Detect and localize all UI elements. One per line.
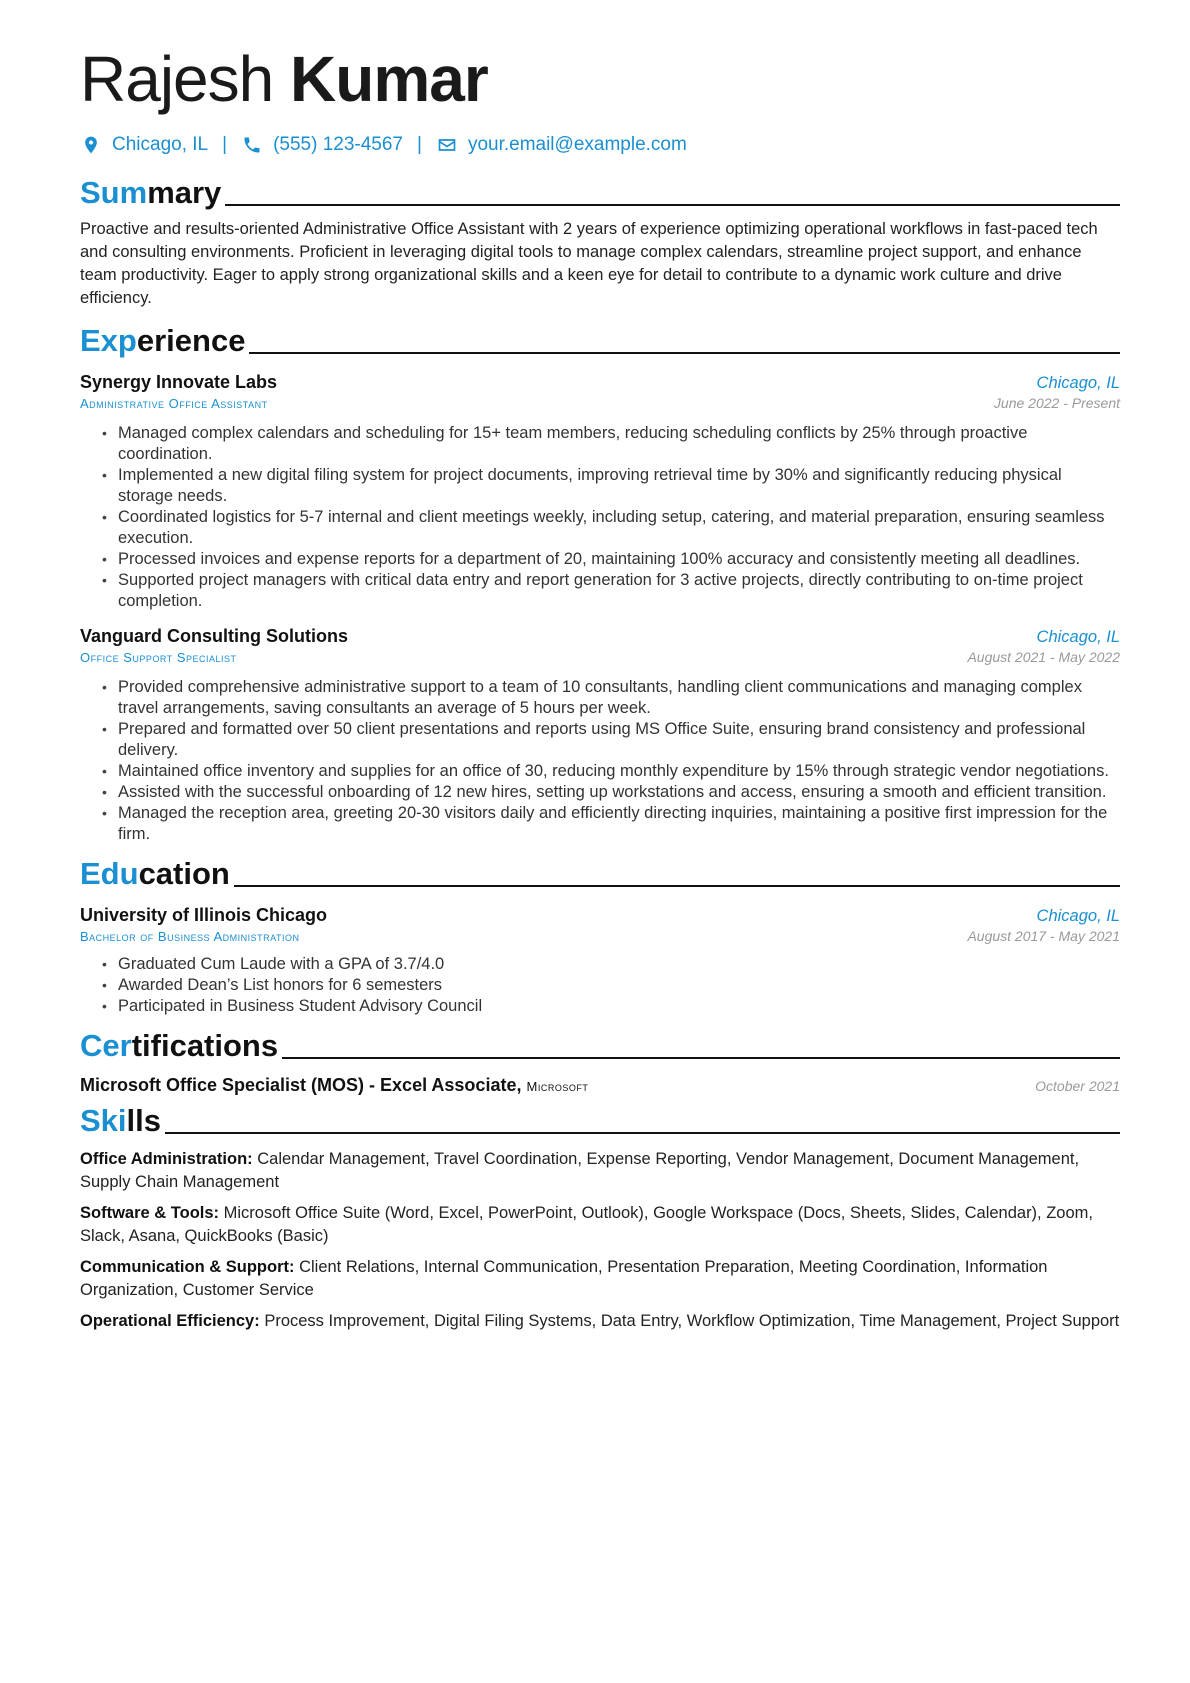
last-name: Kumar <box>290 43 488 115</box>
list-item: • Graduated Cum Laude with a GPA of 3.7/4.0 <box>118 954 1120 975</box>
list-item: • Participated in Business Student Advisory Council <box>118 996 1120 1017</box>
school-location: Chicago, IL <box>1036 907 1120 925</box>
job-title: Administrative Office Assistant <box>80 396 268 411</box>
candidate-name <box>80 40 1120 118</box>
skill-items: Process Improvement, Digital Filing Systems, Data Entry, Workflow Optimization, Time Management, Project Support <box>264 1312 1120 1330</box>
section-title: Education <box>80 856 230 891</box>
list-item: • Managed complex calendars and scheduling for 15+ team members, reducing scheduling conflicts by 25% through proactive coordination. <box>118 423 1120 465</box>
section-title: Experience <box>80 323 246 358</box>
company-name: Vanguard Consulting Solutions <box>80 626 348 646</box>
contact-bar <box>80 130 1120 160</box>
section-rule <box>282 1057 1120 1059</box>
job-location: Chicago, IL <box>1036 374 1120 392</box>
summary-heading <box>80 174 1120 212</box>
section-title: Certifications <box>80 1028 279 1063</box>
certification-issuer: Microsoft <box>526 1079 589 1094</box>
achievement-list <box>80 423 1120 612</box>
certification-date: October 2021 <box>1035 1078 1120 1094</box>
list-item: • Maintained office inventory and supplies for an office of 30, reducing monthly expenditure by 15% through strategic vendor negotiations. <box>118 761 1120 782</box>
list-item: • Awarded Dean’s List honors for 6 semesters <box>118 975 1120 996</box>
skills-heading <box>80 1102 1120 1140</box>
skill-category: Office Administration: <box>80 1150 253 1168</box>
skill-group <box>80 1310 1120 1333</box>
location-text: Chicago, IL <box>112 134 209 155</box>
skill-category: Operational Efficiency: <box>80 1312 260 1330</box>
list-item: • Prepared and formatted over 50 client presentations and reports using MS Office Suite, ensuring brand consistency and professional delivery. <box>118 719 1120 761</box>
job-dates: June 2022 - Present <box>993 395 1120 411</box>
school-dates: August 2017 - May 2021 <box>967 928 1120 944</box>
experience-entry <box>80 626 1120 845</box>
certifications-heading <box>80 1027 1120 1065</box>
certification-item: Microsoft Office Specialist (MOS) - Excel Associate, Microsoft October 2021 <box>80 1075 1120 1095</box>
job-dates: August 2021 - May 2022 <box>967 649 1120 665</box>
envelope-icon <box>436 134 458 156</box>
first-name: Rajesh <box>80 43 274 115</box>
section-title: Summary <box>80 175 222 210</box>
list-item: • Implemented a new digital filing system for project documents, improving retrieval time by 30% and significantly reducing physical storage needs. <box>118 465 1120 507</box>
list-item: • Provided comprehensive administrative support to a team of 10 consultants, handling client communications and managing complex travel arrangements, saving consultants an average of 5 hours per week. <box>118 677 1120 719</box>
summary-text: Proactive and results-oriented Administrative Office Assistant with 2 years of experience optimizing operational workflows in fast-paced tech and consulting environments. Proficient in leveraging digital tools to manage complex calendars, streamline project support, and enhance team productivity. Eager to apply strong organizational skills and a keen eye for detail to contribute to a dynamic work culture and drive efficiency. <box>80 220 1098 307</box>
phone-text[interactable]: (555) 123-4567 <box>273 134 403 155</box>
list-item: • Managed the reception area, greeting 20-30 visitors daily and efficiently directing inquiries, maintaining a positive first impression for the firm. <box>118 803 1120 845</box>
section-rule <box>225 204 1120 206</box>
education-heading <box>80 855 1120 893</box>
skill-category: Communication & Support: <box>80 1258 295 1276</box>
experience-heading <box>80 322 1120 360</box>
contact-separator: | <box>222 134 228 155</box>
skill-items: Microsoft Office Suite (Word, Excel, PowerPoint, Outlook), Google Workspace (Docs, Sheets, Slides, Calendar), Zoom, Slack, Asana, QuickBooks (Basic) <box>80 1204 1093 1245</box>
list-item: • Supported project managers with critical data entry and report generation for 3 active projects, directly contributing to on-time project completion. <box>118 570 1120 612</box>
education-entry <box>80 905 1120 1017</box>
section-rule <box>249 352 1120 354</box>
resume-page <box>80 40 1120 1333</box>
list-item: • Assisted with the successful onboarding of 12 new hires, setting up workstations and access, ensuring a smooth and efficient transition. <box>118 782 1120 803</box>
skill-category: Software & Tools: <box>80 1204 220 1222</box>
section-rule <box>165 1132 1120 1134</box>
achievement-list <box>80 677 1120 845</box>
skill-group <box>80 1256 1120 1302</box>
skill-group <box>80 1202 1120 1248</box>
experience-entry <box>80 372 1120 612</box>
degree-name: Bachelor of Business Administration <box>80 929 300 944</box>
section-title: Skills <box>80 1103 161 1138</box>
contact-separator: | <box>417 134 422 155</box>
company-name: Synergy Innovate Labs <box>80 372 278 392</box>
school-name: University of Illinois Chicago <box>80 905 328 925</box>
list-item: • Processed invoices and expense reports for a department of 20, maintaining 100% accuracy and consistently meeting all deadlines. <box>118 549 1120 570</box>
map-pin-icon <box>80 134 102 156</box>
education-list <box>80 954 1120 1017</box>
job-title: Office Support Specialist <box>80 650 237 665</box>
skill-items: Calendar Management, Travel Coordination, Expense Reporting, Vendor Management, Document Management, Supply Chain Management <box>80 1150 1080 1191</box>
email-link[interactable]: your.email@example.com <box>467 134 687 155</box>
list-item: • Coordinated logistics for 5-7 internal and client meetings weekly, including setup, catering, and material preparation, ensuring seamless execution. <box>118 507 1120 549</box>
job-location: Chicago, IL <box>1036 628 1120 646</box>
section-rule <box>234 885 1120 887</box>
phone-icon <box>241 134 263 156</box>
skill-group <box>80 1148 1120 1194</box>
skill-items: Client Relations, Internal Communication, Presentation Preparation, Meeting Coordination, Information Organization, Customer Service <box>80 1258 1048 1299</box>
certification-name: Microsoft Office Specialist (MOS) - Excel Associate <box>80 1075 517 1095</box>
